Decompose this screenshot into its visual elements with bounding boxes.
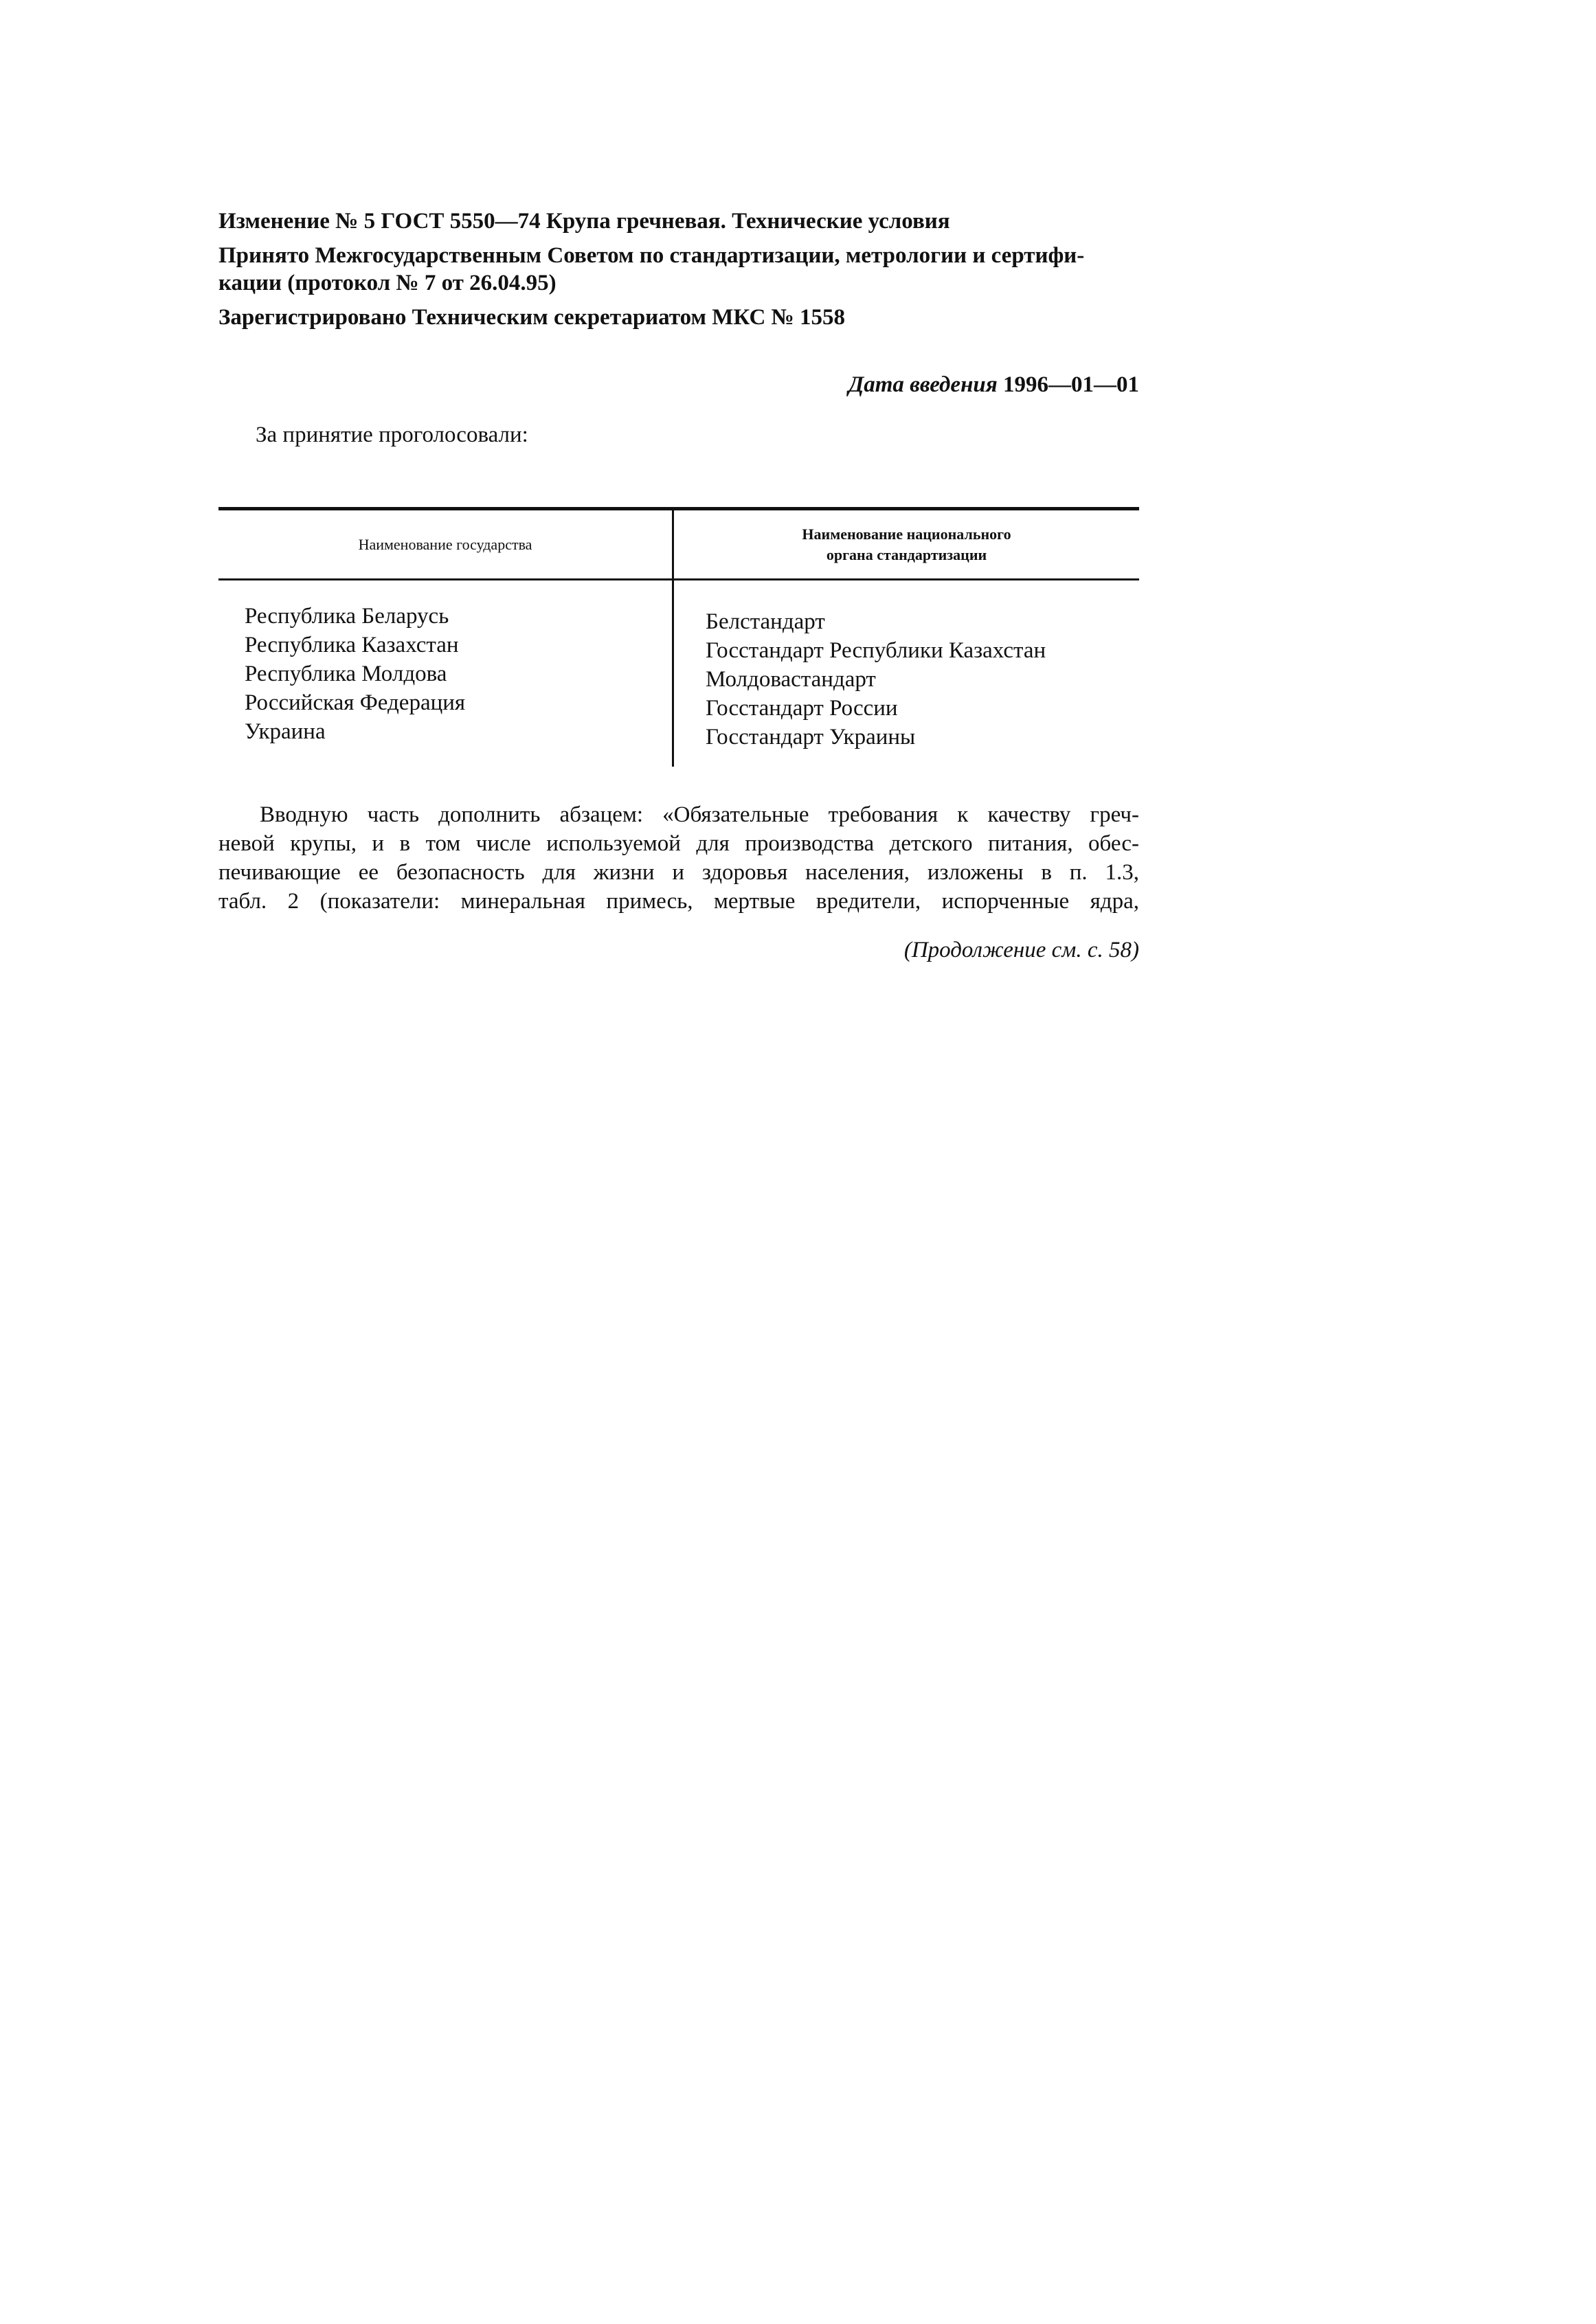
voting-table (218, 507, 1139, 767)
table-header-state: Наименование государства (358, 535, 532, 553)
state-list (245, 602, 664, 746)
list-item: Белстандарт (706, 609, 825, 634)
paragraph-line: печивающие ее безопасность для жизни и здоровья населения, изложены в п. 1.3, (218, 860, 1139, 885)
paragraph-line: Вводную часть дополнить абзацем: «Обязательные требования к качеству греч- (260, 802, 1139, 827)
paragraph-line: табл. 2 (показатели: минеральная примесь, мертвые вредители, испорченные ядра, (218, 889, 1139, 914)
list-item: Госстандарт Украины (706, 725, 916, 749)
table-column-divider (672, 510, 674, 767)
introduction-date (218, 372, 1139, 398)
introduction-date-label: Дата введения (848, 372, 998, 397)
standards-body-list (706, 607, 1132, 752)
table-header-body-line2: органа стандартизации (826, 545, 987, 563)
table-header-body-line1: Наименование национального (802, 525, 1011, 543)
list-item: Украина (245, 719, 326, 744)
list-item: Госстандарт России (706, 696, 898, 721)
list-item: Российская Федерация (245, 690, 466, 715)
list-item: Молдовастандарт (706, 667, 876, 692)
list-item: Республика Молдова (245, 662, 447, 686)
adopted-by-line: Принято Межгосударственным Советом по стандартизации, метрологии и сертифи- (218, 243, 1085, 268)
table-header-rule (218, 578, 1139, 580)
continued-note: (Продолжение см. с. 58) (903, 938, 1139, 962)
table-header-body (674, 510, 1139, 578)
adopted-by-line-cont: кации (протокол № 7 от 26.04.95) (218, 271, 557, 295)
voted-heading: За принятие проголосовали: (256, 422, 528, 447)
amendment-paragraph (218, 800, 1139, 916)
list-item: Республика Казахстан (245, 633, 459, 657)
list-item: Республика Беларусь (245, 604, 449, 629)
list-item: Госстандарт Республики Казахстан (706, 638, 1046, 663)
registration-line: Зарегистрировано Техническим секретариатом МКС № 1558 (218, 305, 845, 330)
amendment-title: Изменение № 5 ГОСТ 5550—74 Крупа гречневая. Технические условия (218, 209, 950, 234)
paragraph-line: невой крупы, и в том числе используемой для производства детского питания, обес- (218, 831, 1139, 856)
introduction-date-value: 1996—01—01 (1003, 372, 1139, 397)
